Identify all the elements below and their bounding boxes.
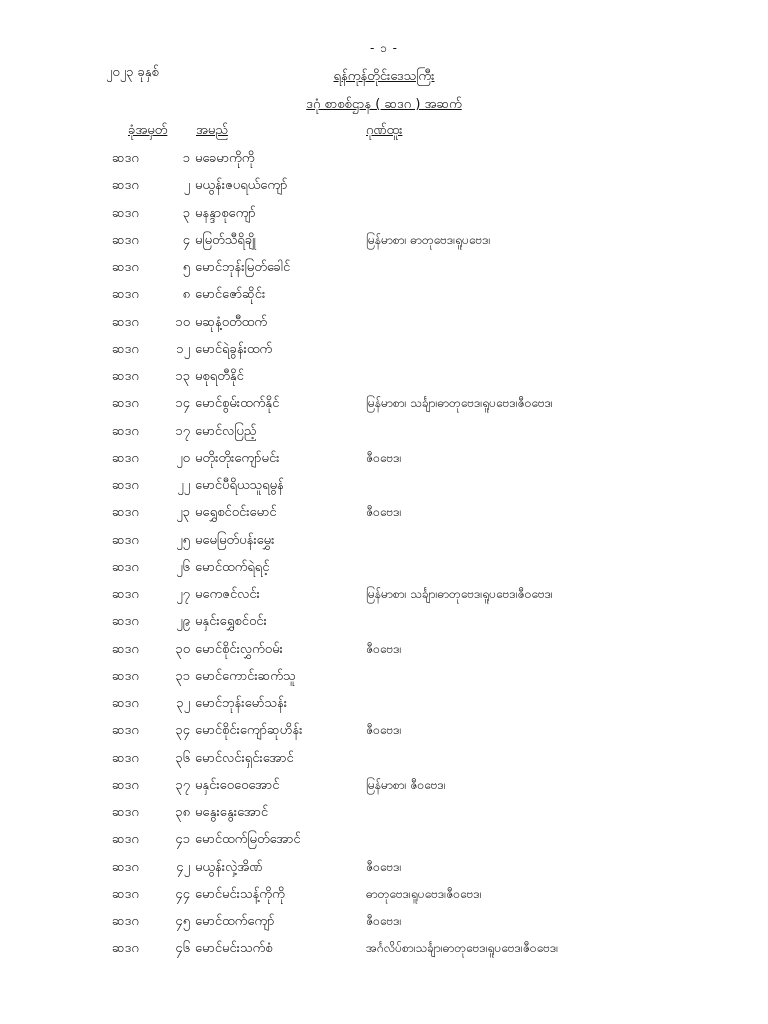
row-student-name: မနှင်းရွှေစင်ဝင်း <box>195 614 267 630</box>
row-distinction: မြန်မာစာ၊ သင်္ချာ၊ဓာတုဗေဒ၊ရူပဗေဒ၊ဇီဝဗေဒ၊ <box>366 587 553 601</box>
column-header-distinction: ဂုဏ်ထူး <box>366 123 403 138</box>
table-row <box>0 341 768 368</box>
row-roll-number: ၃၀ <box>175 641 190 657</box>
document-title: ရန်ကုန်တိုင်းဒေသကြီး <box>333 69 435 84</box>
table-row <box>0 695 768 722</box>
row-roll-number: ၄၄ <box>175 886 190 902</box>
row-distinction: ဇီဝဗေဒ၊ <box>366 914 402 928</box>
row-class-code: ဆဒဂ <box>112 532 139 548</box>
row-roll-number: ၃၆ <box>175 750 190 766</box>
document-subtitle: ဒဂုံ စာစစ်ဌာန ( ဆဒဂ ) အဆက် <box>306 97 462 112</box>
row-class-code: ဆဒဂ <box>112 260 139 275</box>
row-class-code: ဆဒဂ <box>112 587 139 602</box>
row-roll-number: ၁၄ <box>175 396 190 412</box>
row-roll-number: ၁၃ <box>175 369 190 384</box>
row-roll-number: ၂၀ <box>176 450 190 466</box>
row-roll-number: ၅ <box>182 260 190 275</box>
row-class-code: ဆဒဂ <box>112 723 139 739</box>
row-class-code: ဆဒဂ <box>112 287 139 303</box>
row-roll-number: ၂၅ <box>176 532 190 548</box>
row-roll-number: ၂၂ <box>177 478 190 493</box>
row-roll-number: ၃၁ <box>175 668 190 684</box>
table-row <box>0 586 768 613</box>
table-row <box>0 913 768 940</box>
row-roll-number: ၂၇ <box>176 587 190 602</box>
row-student-name: မောင်ဘုန်းမော်သန်း <box>195 696 288 711</box>
row-class-code: ဆဒဂ <box>112 396 139 412</box>
row-distinction: ဇီဝဗေဒ၊ <box>366 723 402 738</box>
table-row <box>0 886 768 913</box>
row-student-name: မောင်ထက်မြတ်အောင် <box>195 832 301 848</box>
row-student-name: မောင်ထက်ရဲရင့် <box>195 559 270 575</box>
table-row <box>0 559 768 586</box>
row-class-code: ဆဒဂ <box>112 423 139 439</box>
row-distinction: ဓာတုဗေဒ၊ရူပဗေဒ၊ဇီဝဗေဒ၊ <box>366 886 482 901</box>
row-student-name: မနှင်းဝေဝေအောင် <box>195 777 280 793</box>
row-class-code: ဆဒဂ <box>112 832 139 848</box>
row-student-name: မခေမာကိုကို <box>195 151 255 166</box>
column-header-roll-number: ခုံအမှတ် <box>128 123 168 138</box>
row-roll-number: ၁၇ <box>175 423 190 439</box>
row-distinction: မြန်မာစာ၊ သင်္ချာ၊ဓာတုဗေဒ၊ရူပဗေဒ၊ဇီဝဗေဒ၊ <box>366 396 553 411</box>
row-class-code: ဆဒဂ <box>112 805 139 820</box>
row-class-code: ဆဒဂ <box>112 369 139 384</box>
row-student-name: မောင်စွမ်းထက်နိုင် <box>195 396 280 412</box>
row-roll-number: ၄၂ <box>176 859 190 875</box>
row-distinction: ဇီဝဗေဒ၊ <box>366 859 402 874</box>
row-roll-number: ၃၇ <box>175 777 190 793</box>
row-roll-number: ၂၉ <box>176 614 190 630</box>
row-student-name: မောင်လပြည့် <box>195 423 257 439</box>
row-roll-number: ၂ <box>183 178 190 194</box>
row-distinction: ဇီဝဗေဒ၊ <box>366 641 402 656</box>
row-class-code: ဆဒဂ <box>112 505 139 521</box>
row-class-code: ဆဒဂ <box>112 696 139 711</box>
table-row <box>0 722 768 749</box>
row-class-code: ဆဒဂ <box>112 641 139 657</box>
row-student-name: မောင်ဘုန်းမြတ်ခေါင် <box>195 260 291 275</box>
row-class-code: ဆဒဂ <box>112 777 139 793</box>
page-number: - ၁ - <box>369 41 399 55</box>
document-year: ၂၀၂၃ ခုနှစ် <box>106 65 159 80</box>
table-row <box>0 532 768 559</box>
row-student-name: မောင်စိုင်းလွှက်ဝမ်း <box>195 641 283 657</box>
row-distinction: ဇီဝဗေဒ၊ <box>366 450 402 465</box>
table-row <box>0 613 768 640</box>
row-student-name: မမြတ်သီရိချို <box>195 232 256 248</box>
row-distinction: ဇီဝဗေဒ၊ <box>366 505 402 520</box>
row-roll-number: ၁ <box>182 151 190 166</box>
row-student-name: မကေဇင်လင်း <box>195 587 260 602</box>
table-header <box>0 122 768 142</box>
table-row <box>0 504 768 531</box>
row-class-code: ဆဒဂ <box>112 341 139 357</box>
row-roll-number: ၄၆ <box>175 941 190 957</box>
row-student-name: မောင်ထက်ကျော် <box>195 914 275 929</box>
row-distinction: မြန်မာစာ၊ ဓာတုဗေဒ၊ရူပဗေဒ၊ <box>366 232 491 247</box>
table-row <box>0 641 768 668</box>
row-class-code: ဆဒဂ <box>112 450 139 466</box>
row-roll-number: ၂၃ <box>176 505 190 521</box>
table-body <box>0 150 768 968</box>
row-roll-number: ၄ <box>182 232 190 248</box>
row-roll-number: ၄၅ <box>175 914 190 929</box>
table-row <box>0 750 768 777</box>
table-row <box>0 423 768 450</box>
row-student-name: မတိုးတိုးကျော်မင်း <box>195 450 280 466</box>
row-student-name: မဆုနံ့ဝတီထက် <box>195 314 267 330</box>
table-row <box>0 205 768 232</box>
row-distinction: အင်္ဂလိပ်စာ၊သင်္ချာ၊ဓာတုဗေဒ၊ရူပဗေဒ၊ဇီဝဗေဒ၊ <box>366 941 559 956</box>
column-header-name: အမည် <box>196 123 228 138</box>
table-row <box>0 150 768 177</box>
row-class-code: ဆဒဂ <box>112 941 139 957</box>
table-row <box>0 314 768 341</box>
table-row <box>0 859 768 886</box>
row-class-code: ဆဒဂ <box>112 178 139 194</box>
row-student-name: မောင်မင်းသန့်ကိုကို <box>195 886 285 902</box>
row-roll-number: ၃၂ <box>176 696 190 711</box>
row-roll-number: ၄၁ <box>175 832 190 848</box>
table-row <box>0 668 768 695</box>
row-class-code: ဆဒဂ <box>112 151 139 166</box>
row-class-code: ဆဒဂ <box>112 314 139 330</box>
table-row <box>0 232 768 259</box>
row-roll-number: ၃၄ <box>175 723 190 739</box>
table-row <box>0 368 768 395</box>
table-row <box>0 286 768 313</box>
row-student-name: မနွေးနွေးအောင် <box>195 805 269 820</box>
row-roll-number: ၁၂ <box>176 341 190 357</box>
row-class-code: ဆဒဂ <box>112 232 139 248</box>
row-class-code: ဆဒဂ <box>112 559 139 575</box>
row-class-code: ဆဒဂ <box>112 914 139 929</box>
row-class-code: ဆဒဂ <box>112 886 139 902</box>
row-class-code: ဆဒဂ <box>112 859 139 875</box>
row-student-name: မောင်ရဲခွန်းထက် <box>195 341 273 357</box>
row-roll-number: ၂၆ <box>176 559 190 575</box>
row-student-name: မယွန်းလှဲ့အိဏ် <box>195 859 263 875</box>
table-row <box>0 831 768 858</box>
row-student-name: မောင်မင်းသက်စံ <box>195 941 273 957</box>
table-row <box>0 804 768 831</box>
row-student-name: မောင်ပီရိယသူရမွန် <box>195 478 284 493</box>
row-roll-number: ၃၈ <box>175 805 190 820</box>
row-distinction: မြန်မာစာ၊ ဇီဝဗေဒ၊ <box>366 777 446 792</box>
row-student-name: မနန္ဒာစုကျော် <box>195 205 256 221</box>
table-row <box>0 477 768 504</box>
row-student-name: မရွှေစင်ဝင်းမောင် <box>195 505 277 521</box>
row-student-name: မောင်လင်းရှင်းအောင် <box>195 750 294 766</box>
row-student-name: မမေမြတ်ပန်းမွှေး <box>195 532 275 548</box>
row-class-code: ဆဒဂ <box>112 668 139 684</box>
table-row <box>0 395 768 422</box>
row-class-code: ဆဒဂ <box>112 750 139 766</box>
table-row <box>0 777 768 804</box>
row-student-name: မောင်ကောင်းဆက်သူ <box>195 668 296 684</box>
table-row <box>0 177 768 204</box>
row-student-name: မစုရတီနိုင် <box>195 369 244 384</box>
results-table <box>0 122 768 968</box>
row-roll-number: ၁၀ <box>175 314 190 330</box>
row-student-name: မယွန်းဇပရယ်ကျော် <box>195 178 288 194</box>
row-class-code: ဆဒဂ <box>112 478 139 493</box>
table-row <box>0 259 768 286</box>
table-row <box>0 450 768 477</box>
row-roll-number: ၈ <box>182 287 190 303</box>
row-student-name: မောင်စိုင်းကျော်ဆုဟိန်း <box>195 723 303 739</box>
row-class-code: ဆဒဂ <box>112 614 139 630</box>
row-class-code: ဆဒဂ <box>112 205 139 221</box>
table-row <box>0 940 768 967</box>
row-roll-number: ၃ <box>182 205 190 221</box>
row-student-name: မောင်ဇော်ဆိုင်း <box>195 287 266 303</box>
